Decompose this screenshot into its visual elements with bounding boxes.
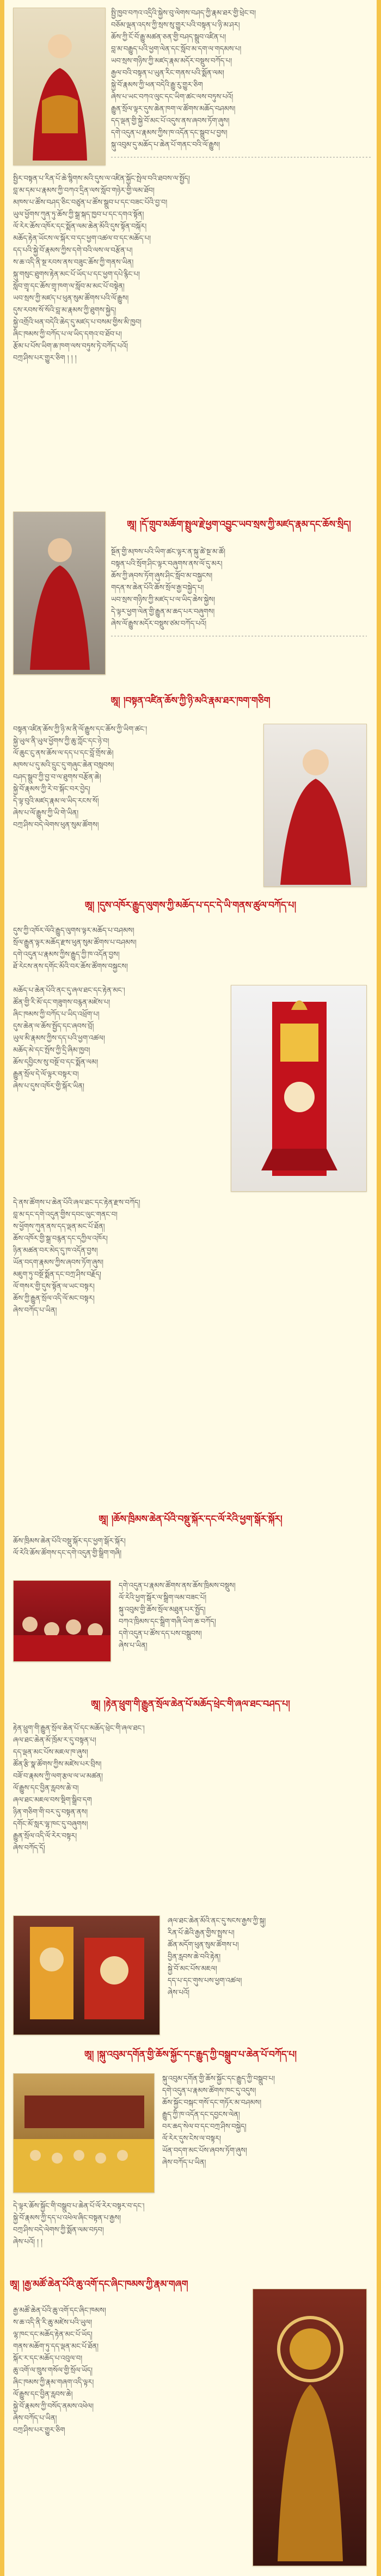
section-heading-6: ཨཱ། །སྐུ་འབུམ་དགོན་གྱི་ཆོས་སྐྱོང་དང་རྒྱུད་ཀྱི་བསྒྲུབ་པ་ཆེན་པོ་བཀོད་པ།	[84, 2049, 297, 2060]
thangka-display-photo	[13, 1915, 160, 2035]
lama-portrait-1	[13, 8, 106, 165]
text-line: ཆོས་ཀྱི་རྒྱུན་སྲོལ་འདི་ལོ་མང་བསྟར།	[13, 1295, 95, 1303]
text-line: ལོ་རེའི་ཕྱག་སྒོར་ལ་སྒྲིག་ལམ་བཟང་པོ།	[119, 1594, 207, 1602]
body-text-1	[111, 8, 372, 169]
text-line: མཇུག་ཏུ་བསྔོ་སྨོན་དང་བཀྲ་ཤིས་བརྗོད།	[13, 1271, 101, 1279]
text-line: སྐྱེ་བོ་རྣམས་ཀྱི་དད་པ་འཕེལ་ཞིང་བསྟན་པ་རྒྱས།	[13, 2214, 121, 2222]
text-line: སྐོར་ར་དང་མཆོད་པ་འབུལ་བ།	[13, 2355, 83, 2363]
text-line: དགེ་འདུན་པ་རྣམས་ཀྱིས་རྒྱུད་ཀྱི་ཁ་འདོན་བྱས།	[13, 951, 120, 959]
text-line: བཟོ་བ་རྣམས་ཀྱི་ལག་རྩལ་ལ་ཡ་མཚན།	[13, 1772, 103, 1780]
left-gold-edge	[0, 0, 4, 2576]
text-line: དད་པ་དང་གུས་པས་ཕྱག་འཚལ།	[168, 1977, 242, 1985]
text-line: དགེ་འདུན་པ་ཚོས་དད་པས་བསྒྲུབས།	[119, 1630, 202, 1638]
lama-portrait-3	[263, 724, 367, 887]
text-line: རྒྱལ་བའི་བསྟན་པ་ཡུན་རིང་གནས་པའི་སྨོན་ལམ།	[111, 69, 224, 77]
text-line: ཞེས་བཀོད་པ་ཡིན།	[162, 2159, 206, 2167]
text-line: དགེ་འདུན་པ་རྣམས་ཚོགས་ནས་ཆོས་ཁྲིམས་བསྡུས།	[119, 1582, 236, 1590]
text-line: སྔོན་གྱི་མཁས་པའི་ཡིག་ཚང་ལྟར་ན་སྐུ་ཚེ་སྔ་མ་ཚོ།	[111, 548, 226, 556]
section-heading-7: ཨཱ། །རྒྱ་མཚོ་ཆེན་པོའི་ཆུ་འགོ་དང་ཞིང་ཁམས་ཀྱི་རྣམ་གཞག	[10, 2279, 188, 2290]
text-line: ཞིང་ཁམས་ཀྱི་བཀོད་པ་ལ་ཡིད་དགའ་བ་ཐོབ་པ།	[13, 330, 122, 338]
text-line: བླ་མ་དམ་པ་རྣམས་ཀྱི་བཀའ་དྲིན་ལས་སློབ་གཉེར་གྱི་ལམ་ཐོབ།	[13, 187, 155, 195]
text-line: ལོ་ཆུང་ངུ་ནས་ཆོས་ལ་དད་པ་དང་བློ་གྲོས་ཆེ།	[13, 749, 114, 757]
body-text-9	[119, 1580, 367, 1662]
text-line: ལྷ་ཁང་དང་མཆོད་རྟེན་མང་པོ་ཡོད།	[13, 2331, 93, 2339]
text-line: བླ་མ་དང་དགེ་འདུན་གྱིས་དབང་ལུང་གནང་བ།	[13, 1211, 118, 1219]
text-line: མཆོད་མེ་དང་སྤོས་ཀྱི་དྲི་ཞིམ་ཁྱབ།	[13, 1046, 90, 1055]
text-line: ཆོས་ཀྱི་ཞབས་ཏོག་ཞུས་ཤིང་སློབ་མ་བསྐྱངས།	[111, 572, 213, 580]
text-line: སྐུ་གསུང་ཐུགས་རྟེན་མང་པོ་ཡོད་པ་དང་ཕྱག་དཔེ་རྙིང་པ།	[13, 270, 140, 279]
text-line: མཁས་པ་ཚོས་བཤད་ཅིང་བཙུན་པ་ཚོས་སྒྲུབ་པ་དང་བཟང་པོའི་བྱ་བ།	[13, 199, 168, 207]
text-line: སྐྱེ་ཡུལ་ནི་ཡུལ་ཕྱོགས་ཀྱི་ཆུ་ཀློང་དང་ཉེ་བ།	[13, 737, 109, 745]
text-line: སློབ་གྲྭ་དང་ཆོས་གྲྭ་ཁག་ལ་སློབ་མ་མང་པོ་བསྟེན།	[13, 282, 125, 291]
text-line: ཡོན་བདག་མང་པོས་ཞབས་ཏོག་ཞུས།	[162, 2147, 247, 2155]
text-line: བླ་མ་བརྒྱུད་པའི་ཕྱག་ལེན་དང་སློབ་མ་དག་ལ་གདམས་པ།	[111, 45, 242, 53]
text-line: སྐུ་འབུམ་དུ་མཆོད་པ་ཆེན་པོ་གནང་བའི་ལོ་རྒྱུས།	[111, 141, 220, 149]
text-line: སྐྱེ་བོ་རྣམས་ཀྱི་ཕན་བདེའི་རྒྱུ་རུ་གྱུར་ཅིག	[111, 81, 203, 89]
text-line: ཉིན་མཚན་བར་མེད་དུ་ཁ་འདོན་བྱས།	[13, 1247, 98, 1255]
body-text-7	[13, 1197, 367, 1502]
text-line: བསྟན་པའི་སྲོག་ཤིང་ལྟར་བཞུགས་ནས་ལོ་དུ་མར།	[111, 560, 223, 568]
text-line: རྒྱུད་ཀྱི་ཁ་འདོན་དང་དབྱངས་ལེན།	[162, 2111, 240, 2119]
text-line: བཀའ་ཁྲིམས་དང་སྒྲིག་གཞི་ཡིག་ཆ་བཀོད།	[119, 1618, 216, 1626]
body-text-3	[111, 546, 367, 666]
text-line: ཡོན་བདག་རྣམས་ཀྱིས་ཞབས་ཏོག་ཞུས།	[13, 1259, 104, 1267]
text-line: རྒྱུན་སྲོལ་དེ་ལོ་ལྟར་བསྟར་བ།	[13, 1070, 79, 1079]
text-line: ཆོས་ཁྲིམས་ཆེན་པོའི་བསྡུ་སྐོར་དང་ཕྱག་སྒོར་སྐོར།	[13, 1537, 126, 1545]
section-heading-5: ཨཱ། །རྟེན་ཕྲུག་གི་རྒྱུན་སྲོལ་ཆེན་པོ་མཆོད་ཕྲེང་གི་ཞལ་ཐང་བཤད་པ།	[91, 1699, 290, 1710]
monks-assembly-photo	[13, 1580, 111, 1662]
festival-altar-photo	[231, 985, 367, 1192]
text-line: གནས་མཆོག་ཏུ་དད་ལྡན་མང་པོ་ཐོན།	[13, 2343, 99, 2351]
divider-rule	[111, 157, 372, 158]
text-line: ཞེས་པ་ཡང་བཀའ་ལུང་དང་ཡིག་ཚང་ལས་བཏུས་པའོ།	[111, 93, 233, 101]
text-line: ལོ་རྒྱུས་དང་བྱིན་རླབས་ཆེ་བ།	[13, 1784, 79, 1792]
text-line: ཞེས་པ་ཡིན།	[119, 1642, 148, 1650]
text-line: ཡབ་སྲས་གཉིས་ཀྱི་མཛད་པ་ལ་ཡིད་ཆེས་སྐྱེས།	[111, 596, 216, 604]
text-line: གདན་ས་ཆེན་པོའི་ཆོས་སྲོལ་རྒྱ་བསྐྱེད་པ།	[111, 584, 204, 592]
text-line: ཞེས་པ་དུས་འཁོར་གྱི་སྐོར་ཡིན།	[13, 1082, 84, 1090]
text-line: ལོ་རེར་ཆོས་འཁོར་དང་སྨོན་ལམ་ཆེན་མོའི་དུས་སྟོན་བསྐོར།	[13, 223, 147, 231]
text-line: དེ་ལྟ་བུའི་མཛད་རྣམ་ལ་ཡིད་རངས་སོ།	[13, 797, 99, 805]
text-line: བསྟན་འཛིན་ཆོས་ཀྱི་ཉི་མ་ནི་ལོ་རྒྱུས་དང་ཆོས་ཀྱི་ཡིག་ཚང་།	[13, 725, 148, 734]
text-line: སྐྱེ་བོ་རྣམས་ཀྱི་བསོད་ནམས་འཕེལ།	[13, 2402, 94, 2411]
text-line: བཀྲ་ཤིས་བདེ་ལེགས་ཕུན་སུམ་ཚོགས།	[13, 821, 99, 829]
text-line: སྐུ་འབུམ་དགོན་གྱི་ཆོས་སྐྱོང་དང་རྒྱུད་ཀྱི་བསྒྲུབ་པ།	[162, 2075, 275, 2083]
text-line: ཆོས་སྐྱོང་བསྐང་གསོ་དང་གཏོར་མ་བཤམས།	[162, 2099, 262, 2107]
text-line: ཡུལ་མི་རྣམས་ཀྱིས་དད་པའི་ཕྱག་འཚལ།	[13, 1034, 105, 1043]
text-line: ཡབ་སྲས་གཉིས་ཀྱི་མཛད་རྣམ་མདོར་བསྡུས་བཀོད་པ།	[111, 57, 232, 65]
text-line: ཡུལ་ཕྱོགས་ཀུན་ཏུ་ཆོས་ཀྱི་སྒྲ་སྐད་ཁྱབ་པ་དང་དགའ་སྟོན།	[13, 211, 144, 219]
text-line: ཞལ་ཐང་མཇལ་བས་སྡིག་སྒྲིབ་དག	[13, 1796, 92, 1804]
text-line: ཡབ་སྲས་ཀྱི་མཛད་པ་ཕུན་སུམ་ཚོགས་པའི་ལོ་རྒྱུས།	[13, 294, 129, 303]
text-line: ཞེས་པ་ལོ་རྒྱུས་ཀྱི་ཡི་གེ་ཡིན།	[13, 809, 79, 817]
body-text-10	[13, 1723, 367, 1908]
text-line: སྤྱིར་བསྟན་པ་རིན་པོ་ཆེ་སྙིགས་མའི་དུས་ལ་འཛིན་སྐྱོང་སྤེལ་བའི་ཐབས་ལ་སྤྱོད།	[13, 175, 190, 183]
text-line: ཆོས་འཁོར་གྱི་སྒྲ་བརྙན་དང་དཀྱིལ་འཁོར།	[13, 1235, 108, 1243]
body-text-4	[13, 724, 253, 865]
text-line: ལོ་རེའི་ཆོས་ཚོགས་དང་དགེ་འདུན་གྱི་སྒྲིག་གཞི།	[13, 1549, 122, 1557]
text-line: མཆོད་པ་ཆེན་པོའི་ནང་དུ་ཞལ་ཐང་དང་རྟེན་མང་།	[13, 987, 125, 995]
text-line: ཆོས་ཀྱི་ངོ་བོ་རྒྱུ་མཚན་ཅན་གྱི་བཤད་སྒྲུབ་འཛིན་པ།	[111, 33, 226, 41]
text-line: ས་ཕྱོགས་ཀུན་ནས་དད་ལྡན་མང་པོ་ཐོན།	[13, 1223, 105, 1231]
text-line: རྟེན་ཕྲུག་གི་རྒྱུན་སྲོལ་ཆེན་པོ་དང་མཆོད་ཕྲེང་གི་ཞལ་ཐང་།	[13, 1724, 145, 1733]
right-gold-edge	[377, 0, 381, 2576]
text-line: ཞེས་བཀོད་པ་ཡིན།	[13, 1307, 57, 1315]
text-line: ཐོ་རེངས་ནས་དགོང་མོའི་བར་ཆོས་ཚོགས་བསྐྱངས།	[13, 963, 128, 971]
text-line: དེ་ལྟར་ཆོས་སྐྱོང་གི་བསྒྲུབ་པ་ཆེན་པོ་ལོ་རེར་བསྟར་བ་དང་།	[13, 2202, 145, 2210]
lama-portrait-2	[13, 511, 106, 675]
text-line: སྐྱེ་བོ་རྣམས་ཀྱི་རེ་བ་སྐོང་བར་བྱེད།	[13, 785, 90, 793]
section-heading-1: ཨཱ། །དོ་གྲུབ་མཆོག་སྤྲུལ་རྗེ་ཕྱག་འབྱུང་ཡབ་སྲས་ཀྱི་མཛད་རྣམ་དང་ཆོས་སྲིད།	[127, 519, 351, 530]
section-heading-4: ཨཱ། །ཆོས་ཁྲིམས་ཆེན་པོའི་བསྡུ་སྐོར་དང་ལོ་རེའི་ཕྱག་སྒོར་སྐོར།	[99, 1514, 282, 1525]
text-line: སྐུ་འབུམ་གྱི་ཆོས་སྲོལ་མཐུན་པར་སྤྱོད།	[119, 1606, 206, 1614]
section-heading-2: ཨཱ། །བསྟན་འཛིན་ཆོས་ཀྱི་ཉི་མའི་རྣམ་ཐར་ཁག་གཅིག	[110, 695, 271, 706]
body-text-14	[13, 2305, 242, 2566]
text-line: རིན་པོ་ཆེའི་རྒྱན་གྱིས་སྤྲས་པ།	[168, 1929, 235, 1937]
text-line: ཞེས་བཀོད་པ་ཡིན།	[13, 2414, 57, 2423]
text-line: དགེ་འདུན་པ་རྣམས་ཀྱིས་ཁ་འདོན་དང་སྒྲུབ་པ་བྱས།	[111, 129, 228, 137]
text-line: བར་ཆད་སེལ་བ་དང་བཀྲ་ཤིས་བསྐྱེད།	[162, 2123, 247, 2131]
text-line: ས་ཆ་འདི་ནི་སྔ་རབས་ནས་བཟུང་ཆོས་ཀྱི་གནས་ཡིན།	[13, 258, 134, 267]
text-line: དགེ་འདུན་པ་རྣམས་ཚོགས་ཁང་དུ་འདུས།	[162, 2087, 256, 2095]
body-text-12	[162, 2073, 367, 2204]
text-line: ཞལ་ཐང་ཆེན་མོའི་ནང་དུ་སངས་རྒྱས་ཀྱི་སྐུ།	[168, 1917, 266, 1925]
text-line: དེ་ནས་ཚོགས་པ་ཆེན་པོའི་ཞལ་ཐང་དང་རྟེན་རྫས་བཀོད།	[13, 1199, 140, 1207]
text-line: དེ་ལྟར་ཕྱག་ལེན་གྱི་རྒྱུན་མ་ཆད་པར་བཞུགས།	[111, 608, 215, 616]
text-line: བཀྲ་ཤིས་བདེ་ལེགས་ཀྱི་སྨོན་ལམ་བཏབ།	[13, 2226, 104, 2234]
golden-deity-photo	[253, 2289, 367, 2566]
text-line: ཆུ་འགོ་ལ་ཁྲུས་གསོལ་གྱི་སྲོལ་ཡོད།	[13, 2367, 93, 2375]
text-line: ལོ་རྒྱུས་དང་བྱིན་རླབས་ཆེ།	[13, 2390, 73, 2399]
text-line: ལོ་རེར་དུས་ངེས་ལ་བསྟར།	[162, 2135, 221, 2143]
body-text-2	[13, 173, 367, 510]
text-line: དད་ལྡན་མང་པོས་མཇལ་ཁ་ཞུས།	[13, 1748, 88, 1757]
body-text-13	[13, 2201, 367, 2266]
body-text-8	[13, 1536, 367, 1575]
text-line: མཆོད་རྟེན་ཡོངས་ལ་སྐོར་བ་དང་ཕྱག་འཚལ་བ་དང་མཆོད་པ།	[13, 235, 151, 243]
section-heading-3: ཨཱ། །དུས་འཁོར་རྒྱུད་ལུགས་ཀྱི་མཆོད་པ་དང་དེ་ཡི་གནས་ཚུལ་བཀོད་པ།	[84, 900, 297, 911]
text-line: ཉིན་གཅིག་གི་བར་དུ་བསྟན་ནས།	[13, 1808, 88, 1816]
text-line: ས་ཆ་འདི་ནི་རི་ཆུ་མཛེས་པའི་ཡུལ།	[13, 2319, 93, 2327]
text-line: ཞིང་ཁམས་ཀྱི་རྣམ་གཞག་འདི་ལྟར།	[13, 2378, 94, 2387]
text-line: དགོང་མོ་སླར་ལྷ་ཁང་དུ་བཞུགས།	[13, 1820, 88, 1828]
text-line: རྒྱ་མཚོ་ཆེན་པོའི་ཆུ་འགོ་དང་ཞིང་ཁམས།	[13, 2307, 106, 2315]
text-line: ཚོན་མདོག་ཕུན་སུམ་ཚོགས་པ།	[168, 1941, 239, 1949]
text-line: དད་ལྡན་གྱི་སྐྱེ་བོ་མང་པོ་འདུས་ནས་ཞབས་ཏོག་ཞུས།	[111, 117, 230, 125]
text-line: ཞེས་ལོ་རྒྱུས་མདོར་བསྡུས་ཙམ་བཀོད་པའོ།	[111, 620, 207, 628]
text-line: བཀྲ་ཤིས་པར་གྱུར་ཅིག	[13, 2426, 65, 2435]
text-line: ཞེས་བཀོད་དོ།	[13, 1844, 45, 1852]
text-line: ལོ་གསར་གྱི་དུས་སྟོན་ལ་ཡང་བསྟར།	[13, 1283, 95, 1291]
text-line: བཅོམ་ལྡན་འདས་ཀྱི་སྲས་སུ་གྱུར་པའི་བསྟན་པ་ཉི་མ་ཤར།	[111, 21, 240, 29]
text-line: བཀྲ་ཤིས་པར་གྱུར་ཅིག ། ། །	[13, 354, 77, 362]
text-line: ཞེས་པའོ།	[168, 1989, 190, 1997]
text-line: རྒྱུན་སྲོལ་འདི་ལོ་རེར་བསྟར།	[13, 1832, 77, 1840]
text-line: སྲོལ་རྒྱུན་ལྟར་མཆོད་རྫས་ཕུན་སུམ་ཚོགས་པ་བཤམས།	[13, 939, 137, 947]
text-line: བཤད་སྒྲུབ་ཀྱི་བྱ་བ་ལ་ཐུགས་བརྩོན་ཆེ།	[13, 773, 101, 781]
text-line: ཞིང་ཁམས་ཀྱི་བཀོད་པ་ཡིད་འཕྲོག་པ།	[13, 1010, 100, 1019]
body-text-11	[168, 1915, 367, 2035]
text-line: ཞལ་ཐང་ཆེན་མོ་ཁྲོམ་ར་དུ་བསྟན་པ།	[13, 1736, 96, 1745]
text-line: བྱིན་རླབས་ཆེ་བའི་རྟེན།	[168, 1953, 221, 1961]
text-line: སྐྱེ་འགྲོའི་ཕན་བདེའི་ཆེད་དུ་མཛད་པ་བསམ་གྱིས་མི་ཁྱབ།	[13, 318, 142, 326]
text-line: ཚོན་རྩི་སྣ་ཚོགས་ཀྱིས་མཛེས་པར་བྲིས།	[13, 1760, 102, 1768]
text-line: རྒྱུན་སྲོལ་ལྟར་དུས་ཆེན་ཁག་ལ་ཚོགས་མཆོད་བཤམས།	[111, 105, 236, 113]
text-line: མཁས་པ་དུ་མའི་དྲུང་དུ་གཞུང་ཆེན་བསླབས།	[13, 761, 114, 769]
text-line: ཞེས་པའོ། ། །	[13, 2238, 43, 2246]
body-text-5	[13, 925, 367, 979]
monastery-courtyard-photo	[13, 2073, 155, 2193]
text-line: དུས་ཀྱི་འཁོར་ལོའི་རྒྱུད་ལུགས་ལྟར་མཆོད་པ་བཤམས།	[13, 927, 134, 935]
text-line: རྩོམ་པ་པོས་ཡིག་ཆ་ཁག་ལས་བཏུས་ཏེ་བཀོད་པའོ།	[13, 342, 128, 350]
text-line: དད་པའི་སྐྱེ་བོ་རྣམས་ཀྱིས་དགེ་བའི་ལས་ལ་བརྩོན་པ།	[13, 246, 133, 255]
text-line: སྐྱེ་བོ་མང་པོས་མཇལ།	[168, 1965, 217, 1973]
text-line: ཆོས་དབྱིངས་སུ་བསྔོ་བ་དང་སྨོན་ལམ།	[13, 1058, 99, 1067]
text-line: ཚོན་གྱི་རི་མོ་དང་གཟུགས་བརྙན་མཛེས་པ།	[13, 999, 110, 1007]
divider-rule	[111, 636, 367, 637]
text-line: དུས་ཆེན་ལ་ཆོས་སྤྱོད་དང་ཞབས་བྲོ།	[13, 1022, 94, 1031]
document-page	[10, 0, 371, 2576]
text-line: དུས་རབས་སོ་སོའི་བླ་མ་རྣམས་ཀྱི་ཐུགས་སྐྱེད།	[13, 306, 116, 315]
text-line: སྤྱི་ཁྱབ་བཀའ་འདྲིའི་སྐྱེས་བུ་ལེགས་བཤད་ཀྱི་རྣམ་ཐར་གྱི་ཕྲེང་བ།	[111, 9, 256, 17]
